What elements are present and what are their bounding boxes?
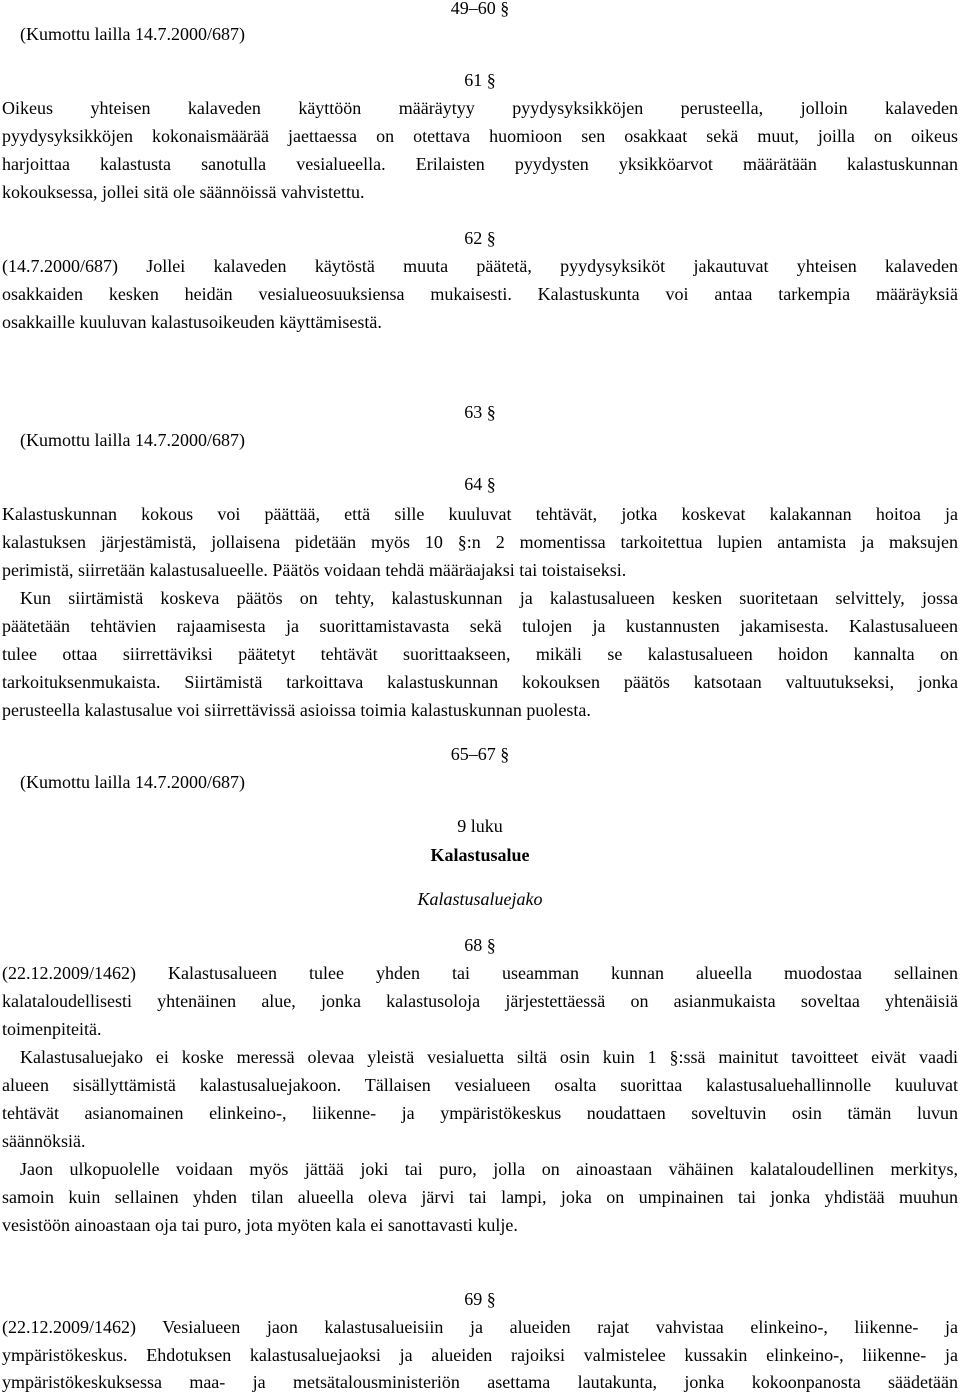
- paragraph-line: osakkaiden kesken heidän vesialueosuuksiensa mukaisesti. Kalastuskunta voi antaa tarkempia määräyksiä: [2, 284, 958, 304]
- paragraph-line: ympäristökeskuksessa maa- ja metsätalousministeriön asettama lautakunta, jonka kokoonpanosta säädetään: [2, 1372, 958, 1392]
- repeal-note: (Kumottu lailla 14.7.2000/687): [20, 24, 245, 44]
- paragraph-line: (22.12.2009/1462) Kalastusalueen tulee yhden tai useamman kunnan alueella muodostaa sellainen: [2, 963, 958, 983]
- paragraph-line: tarkoituksenmukaista. Siirtämistä tarkoittava kalastuskunnan kokouksen päätös katsotaan valtuutukseksi, jonka: [2, 672, 958, 692]
- section-heading-61: 61 §: [464, 70, 496, 90]
- section-heading-68: 68 §: [464, 935, 496, 955]
- paragraph-line: toimenpiteitä.: [2, 1019, 102, 1039]
- paragraph-line: kalastuksen järjestämistä, jollaisena pidetään myös 10 §:n 2 momentissa tarkoitettua lupien antamista ja maksujen: [2, 532, 958, 552]
- paragraph-line: kalataloudellisesti yhtenäinen alue, jonka kalastusoloja järjestettäessä on asianmukaista soveltaa yhtenäisiä: [2, 991, 958, 1011]
- chapter-number: 9 luku: [457, 816, 503, 836]
- paragraph-line: perusteella kalastusalue voi siirrettävissä asioissa toimia kalastuskunnan puolesta.: [2, 700, 591, 720]
- section-heading-65-67: 65–67 §: [450, 744, 510, 764]
- paragraph-line: perimistä, siirretään kalastusalueelle. Päätös voidaan tehdä määräajaksi tai toistaiseksi.: [2, 560, 627, 580]
- section-heading-64: 64 §: [464, 474, 496, 494]
- paragraph-line: harjoittaa kalastusta sanotulla vesialueella. Erilaisten pyydysten yksikköarvot määrätään kalastuskunnan: [2, 154, 958, 174]
- paragraph-line: tulee ottaa siirrettäviksi päätetyt tehtävät suorittaakseen, mikäli se kalastusalueen hoidon kannalta on: [2, 644, 958, 664]
- paragraph-line: samoin kuin sellainen yhden tilan alueella oleva järvi tai lampi, joka on umpinainen tai jonka yhdistää muuhun: [2, 1187, 958, 1207]
- paragraph-line: kokouksessa, jollei sitä ole säännöissä vahvistettu.: [2, 182, 365, 202]
- chapter-title: Kalastusalue: [430, 845, 530, 865]
- section-heading-63: 63 §: [464, 402, 496, 422]
- paragraph-line: Kun siirtämistä koskeva päätös on tehty, kalastuskunnan ja kalastusalueen kesken suoritetaan selvittely, jossa: [20, 588, 958, 608]
- repeal-note: (Kumottu lailla 14.7.2000/687): [20, 772, 245, 792]
- paragraph-line: pyydysyksikköjen kokonaismäärää jaettaessa on otettava huomioon sen osakkaat sekä muut, joilla on oikeus: [2, 126, 958, 146]
- paragraph-line: osakkaille kuuluvan kalastusoikeuden käyttämisestä.: [2, 312, 382, 332]
- paragraph-line: säännöksiä.: [2, 1131, 86, 1151]
- paragraph-line: päätetään tehtävien rajaamisesta ja suorittamistavasta sekä tulojen ja kustannusten jakamisesta. Kalastusalueen: [2, 616, 958, 636]
- paragraph-line: (14.7.2000/687) Jollei kalaveden käytöstä muuta päätetä, pyydysyksiköt jakautuvat yhteisen kalaveden: [2, 256, 958, 276]
- paragraph-line: Jaon ulkopuolelle voidaan myös jättää joki tai puro, jolla on ainoastaan vähäinen kalataloudellinen merkitys,: [20, 1159, 958, 1179]
- section-heading-62: 62 §: [464, 228, 496, 248]
- section-heading-49-60: 49–60 §: [450, 0, 510, 18]
- paragraph-line: ympäristökeskus. Ehdotuksen kalastusaluejaoksi ja alueiden rajoiksi valmistelee kussakin elinkeino-, liikenne- ja: [2, 1345, 958, 1365]
- paragraph-line: Kalastuskunnan kokous voi päättää, että sille kuuluvat tehtävät, jotka koskevat kalakannan hoitoa ja: [2, 504, 958, 524]
- paragraph-line: (22.12.2009/1462) Vesialueen jaon kalastusalueisiin ja alueiden rajat vahvistaa elinkeino-, liikenne- ja: [2, 1317, 958, 1337]
- repeal-note: (Kumottu lailla 14.7.2000/687): [20, 430, 245, 450]
- paragraph-line: tehtävät asianomainen elinkeino-, liikenne- ja ympäristökeskus noudattaen soveltuvin osin tämän luvun: [2, 1103, 958, 1123]
- paragraph-line: Kalastusaluejako ei koske meressä olevaa yleistä vesialuetta siltä osin kuin 1 §:ssä mainitut tavoitteet eivät vaadi: [20, 1047, 958, 1067]
- paragraph-line: alueen sisällyttämistä kalastusaluejakoon. Tällaisen vesialueen osalta suorittaa kalastusaluehallinnolle kuuluvat: [2, 1075, 958, 1095]
- section-heading-69: 69 §: [464, 1289, 496, 1309]
- paragraph-line: vesistöön ainoastaan oja tai puro, jota myöten kala ei sanottavasti kulje.: [2, 1215, 518, 1235]
- paragraph-line: Oikeus yhteisen kalaveden käyttöön määräytyy pyydysyksikköjen perusteella, jolloin kalaveden: [2, 98, 958, 118]
- subheading: Kalastusaluejako: [417, 889, 543, 909]
